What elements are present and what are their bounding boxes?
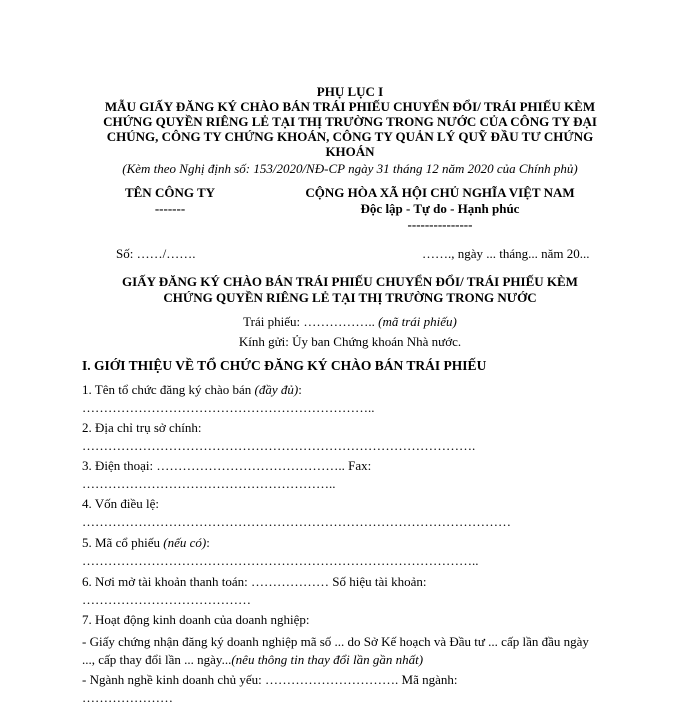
doc-title-line-1: GIẤY ĐĂNG KÝ CHÀO BÁN TRÁI PHIẾU CHUYỂN ĐỔI/ TRÁI PHIẾU KÈM xyxy=(122,274,578,289)
document-number: Số: ……/……. xyxy=(116,246,196,261)
form-title-line-4: KHOÁN xyxy=(325,144,375,159)
item-7-bullet-1-line-2 xyxy=(82,652,423,668)
nation-motto: Độc lập - Tự do - Hạnh phúc xyxy=(360,201,520,216)
item-5-text: 5. Mã cổ phiếu xyxy=(82,535,164,550)
item-7-label: 7. Hoạt động kinh doanh của doanh nghiệp: xyxy=(82,612,310,627)
document-date: ……., ngày ... tháng... năm 20... xyxy=(422,246,590,261)
decree-note: (Kèm theo Nghị định số: 153/2020/NĐ-CP ngày 31 tháng 12 năm 2020 của Chính phủ) xyxy=(122,161,578,176)
bond-line xyxy=(0,314,700,330)
item-3-label: 3. Điện thoại: …………………………………….. Fax: xyxy=(82,458,372,473)
item-4-fill: ……………………………………………………………………………………… xyxy=(82,514,511,529)
item-1-colon: : xyxy=(298,382,302,397)
item-5-fill: ……………………………………………………………………………….. xyxy=(82,553,479,568)
item-5-hint: (nếu có) xyxy=(163,535,207,550)
item-7-bullet-1-hint: (nêu thông tin thay đổi lần gần nhất) xyxy=(231,652,424,667)
item-7-bullet-1-text: ..., cấp thay đổi lần ... ngày... xyxy=(82,652,232,667)
item-7-bullet-1-line-1: - Giấy chứng nhận đăng ký doanh nghiệp mã số ... do Sở Kế hoạch và Đầu tư ... cấp lần đầu ngày xyxy=(82,634,589,649)
company-dashes: ------- xyxy=(154,201,186,216)
form-title-line-1: MẪU GIẤY ĐĂNG KÝ CHÀO BÁN TRÁI PHIẾU CHUYỂN ĐỔI/ TRÁI PHIẾU KÈM xyxy=(104,99,596,114)
item-2-fill: ………………………………………………………………………………. xyxy=(82,438,476,453)
item-6-fill: ………………………………… xyxy=(82,592,251,607)
item-1-text: 1. Tên tổ chức đăng ký chào bán xyxy=(82,382,255,397)
item-4-label: 4. Vốn điều lệ: xyxy=(82,496,160,511)
form-title-line-3: CHÚNG, CÔNG TY CHỨNG KHOÁN, CÔNG TY QUẢN LÝ QUỸ ĐẦU TƯ CHỨNG xyxy=(106,129,594,144)
item-5-label xyxy=(82,535,210,551)
nation-dashes: --------------- xyxy=(407,217,473,232)
bond-hint: (mã trái phiếu) xyxy=(378,314,457,329)
item-7-bullet-2: - Ngành nghề kinh doanh chủ yếu: …………………………. Mã ngành: xyxy=(82,672,458,687)
item-1-label xyxy=(82,382,302,398)
item-6-label: 6. Nơi mở tài khoản thanh toán: ……………… Số hiệu tài khoản: xyxy=(82,574,427,589)
section-heading: I. GIỚI THIỆU VỀ TỔ CHỨC ĐĂNG KÝ CHÀO BÁN TRÁI PHIẾU xyxy=(82,358,487,373)
item-1-fill: ………………………………………………………….. xyxy=(82,400,375,415)
nation-name: CỘNG HÒA XÃ HỘI CHỦ NGHĨA VIỆT NAM xyxy=(305,185,575,200)
appendix-title: PHỤ LỤC I xyxy=(316,84,384,99)
doc-title-line-2: CHỨNG QUYỀN RIÊNG LẺ TẠI THỊ TRƯỜNG TRONG NƯỚC xyxy=(163,290,537,305)
item-2-label: 2. Địa chỉ trụ sở chính: xyxy=(82,420,202,435)
item-3-fill: ………………………………………………….. xyxy=(82,476,336,491)
bond-label: Trái phiếu: …………….. xyxy=(243,314,375,329)
item-5-colon: : xyxy=(206,535,210,550)
form-title-line-2: CHỨNG QUYỀN RIÊNG LẺ TẠI THỊ TRƯỜNG TRONG NƯỚC CỦA CÔNG TY ĐẠI xyxy=(103,114,597,129)
company-name: TÊN CÔNG TY xyxy=(124,185,216,200)
recipient-line: Kính gửi: Ủy ban Chứng khoán Nhà nước. xyxy=(238,334,462,349)
item-1-hint: (đầy đủ) xyxy=(254,382,299,397)
item-7-bullet-2-fill: ………………… xyxy=(82,690,173,705)
